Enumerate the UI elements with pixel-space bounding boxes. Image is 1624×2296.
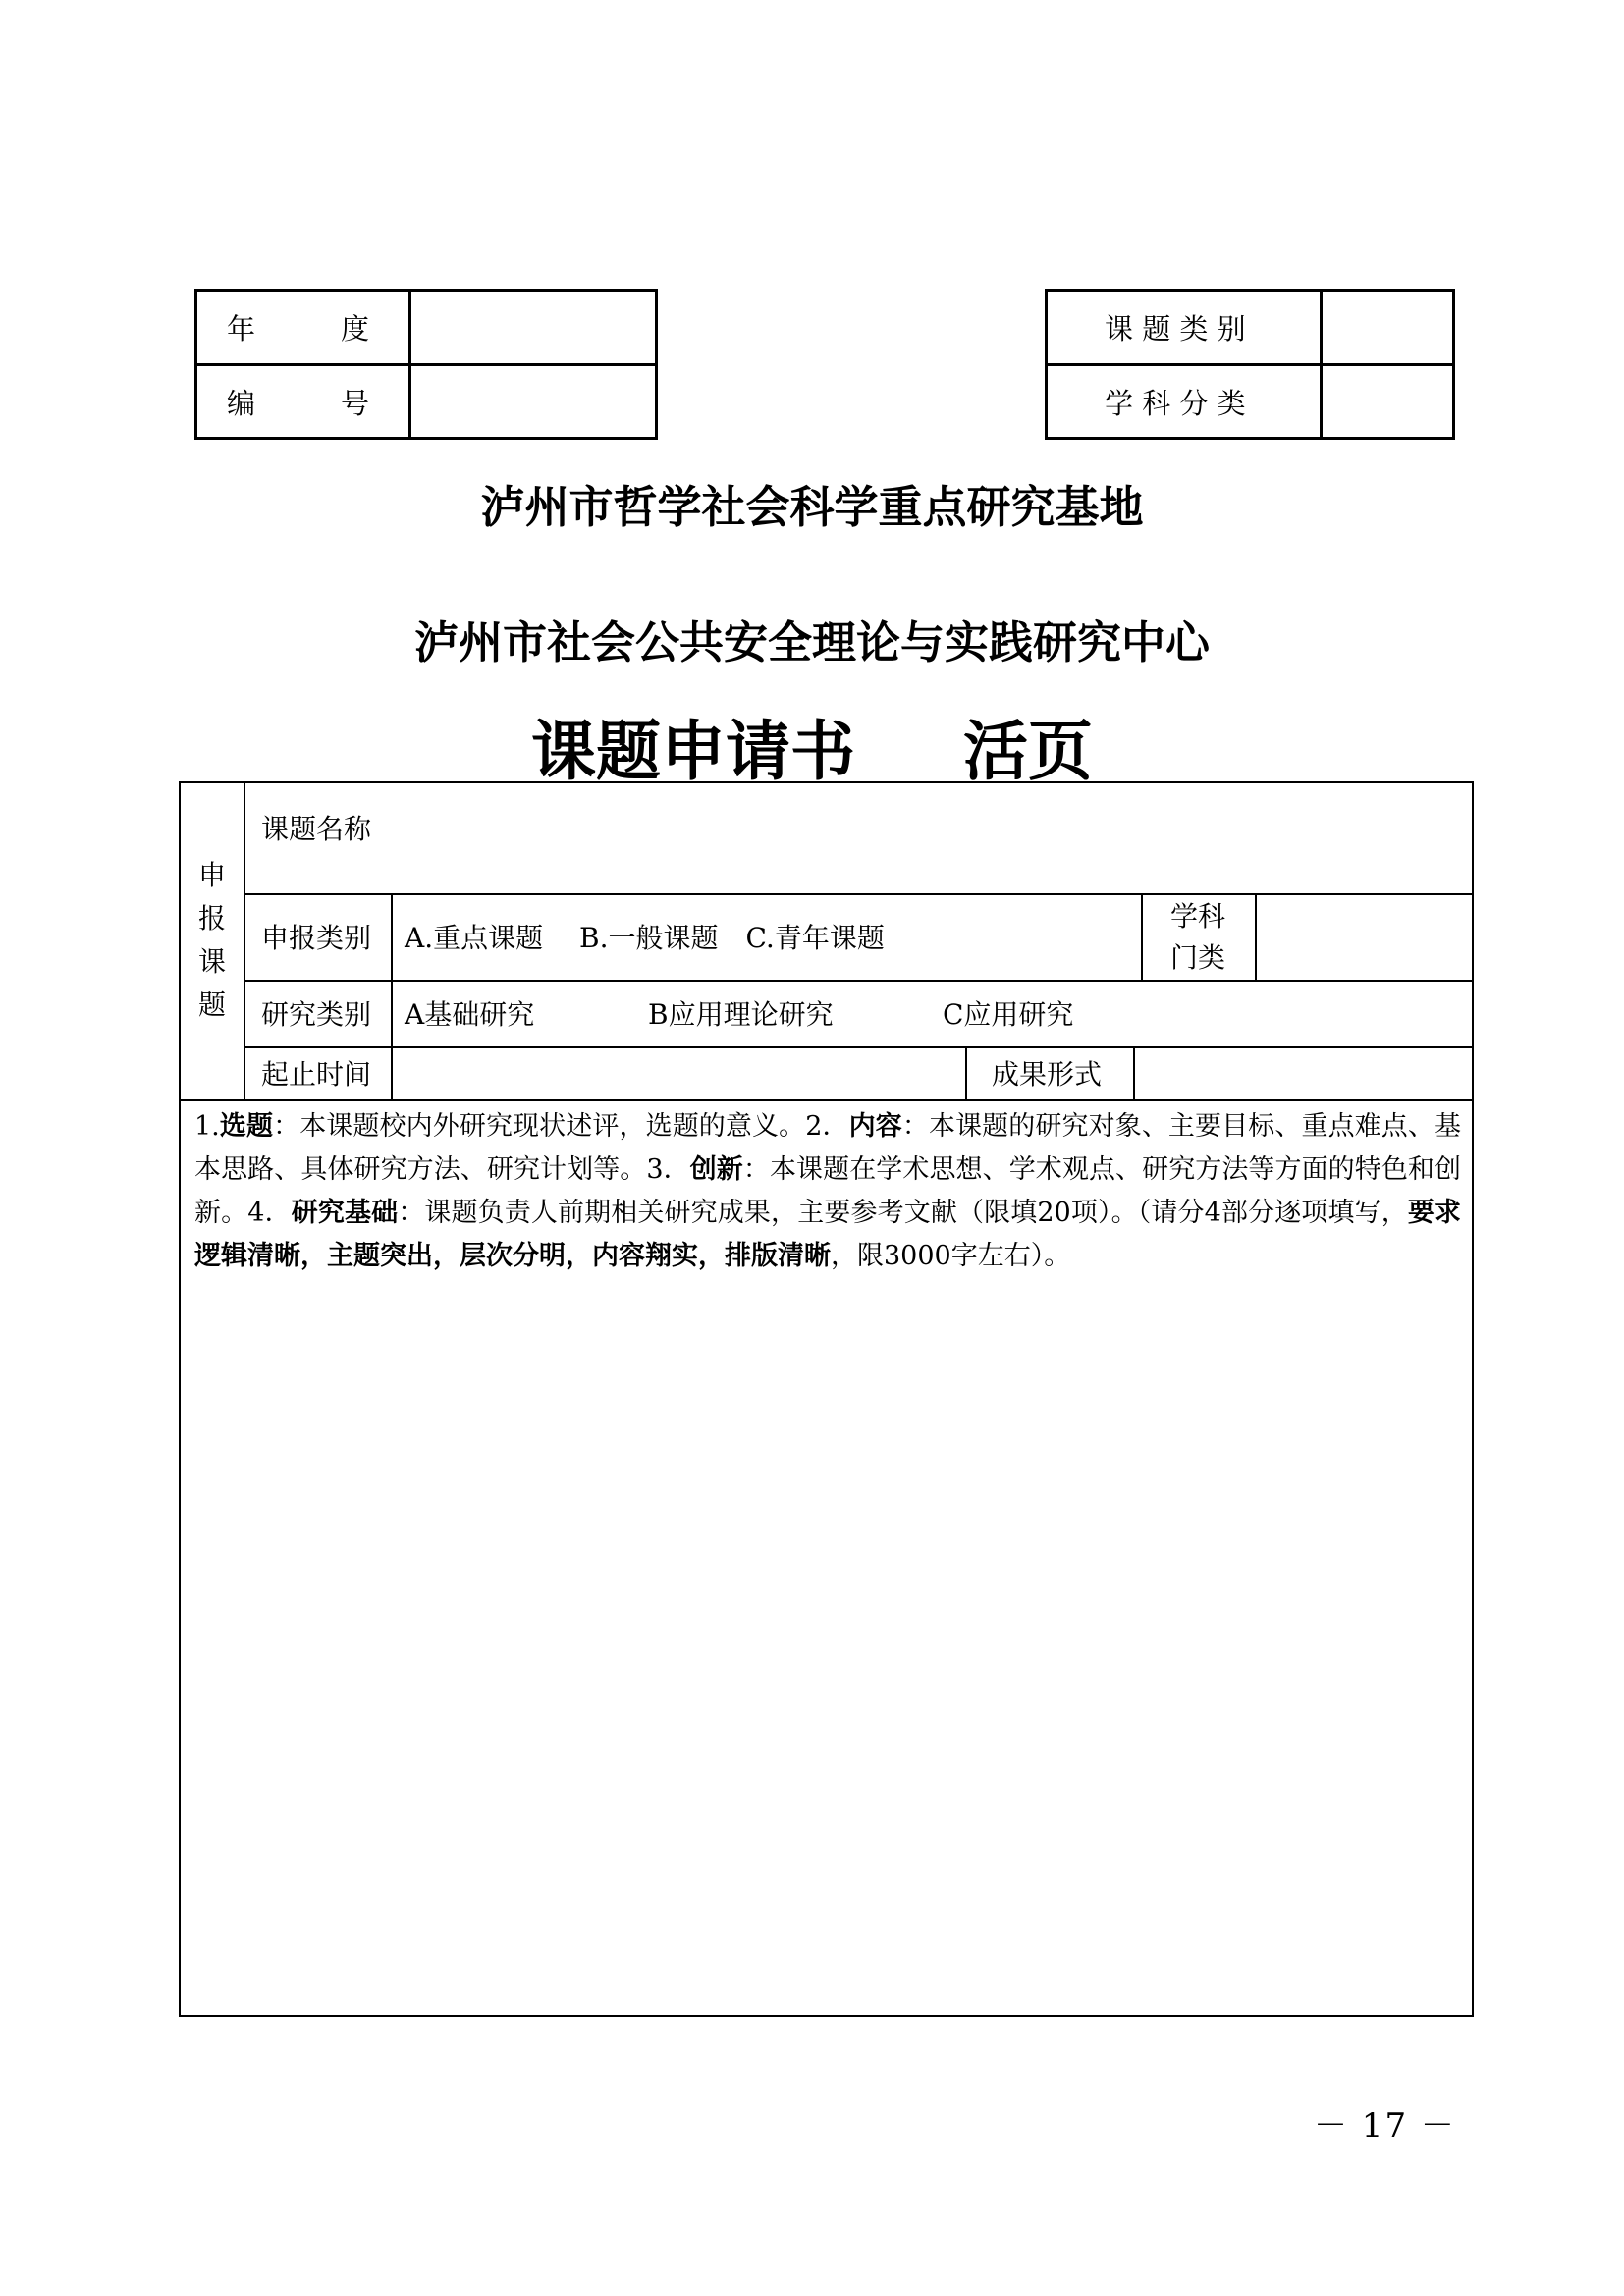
number-label: 编 号 bbox=[227, 386, 370, 420]
subject-classification-label: 学 科 分 类 bbox=[1105, 386, 1246, 420]
topic-name-field[interactable] bbox=[397, 783, 1467, 891]
period-label: 起止时间 bbox=[261, 1058, 372, 1091]
discipline-label-1: 学科 bbox=[1170, 900, 1226, 933]
instructions-text: 1.选题：本课题校内外研究现状述评，选题的意义。2．内容：本课题的研究对象、主要目标、重点难点、基本思路、具体研究方法、研究计划等。3．创新：本课题在学术思想、学术观点、研究方法等方面的特色和创新。4．研究基础：课题负责人前期相关研究成果，主要参考文献（限填20项）。（请分4部分逐项填写，要求逻辑清晰，主题突出，层次分明，内容翔实，排版清晰，限3000字左右）。 bbox=[194, 1111, 1462, 1271]
side-label bbox=[181, 783, 244, 1097]
discipline-field[interactable] bbox=[1261, 893, 1467, 980]
topic-category-label: 课 题 类 别 bbox=[1105, 312, 1246, 346]
period-field[interactable] bbox=[397, 1046, 961, 1099]
header-left-table bbox=[194, 289, 658, 440]
page-number: － 17 － bbox=[1314, 2107, 1456, 2146]
year-field[interactable] bbox=[413, 292, 654, 363]
side-char-3: 课 bbox=[197, 945, 226, 978]
topic-name-label: 课题名称 bbox=[261, 813, 372, 845]
header-right-table bbox=[1045, 289, 1455, 440]
title-line-1: 泸州市哲学社会科学重点研究基地 bbox=[480, 481, 1144, 533]
title-application: 课题申请书 bbox=[531, 714, 855, 789]
apply-type-label: 申报类别 bbox=[261, 922, 372, 954]
apply-type-options[interactable]: A.重点课题 B.一般课题 C.青年课题 bbox=[405, 922, 885, 954]
research-type-label: 研究类别 bbox=[261, 998, 372, 1031]
side-char-4: 题 bbox=[197, 988, 226, 1021]
research-type-c[interactable]: C应用研究 bbox=[943, 998, 1074, 1031]
result-form-label: 成果形式 bbox=[992, 1058, 1103, 1091]
title-line-2: 泸州市社会公共安全理论与实践研究中心 bbox=[413, 616, 1210, 668]
application-form bbox=[179, 781, 1474, 2017]
topic-category-field[interactable] bbox=[1325, 292, 1452, 363]
discipline-label-2: 门类 bbox=[1170, 941, 1226, 974]
year-label: 年 度 bbox=[227, 312, 370, 346]
title-loose-leaf: 活页 bbox=[963, 714, 1093, 789]
title-line-3 bbox=[0, 699, 1624, 792]
research-type-b[interactable]: B应用理论研究 bbox=[648, 998, 834, 1031]
side-char-1: 申 bbox=[197, 859, 226, 891]
result-form-field[interactable] bbox=[1139, 1046, 1463, 1099]
research-type-a[interactable]: A基础研究 bbox=[405, 998, 535, 1031]
number-field[interactable] bbox=[413, 366, 654, 437]
subject-classification-field[interactable] bbox=[1325, 366, 1452, 437]
side-char-2: 报 bbox=[197, 902, 226, 934]
